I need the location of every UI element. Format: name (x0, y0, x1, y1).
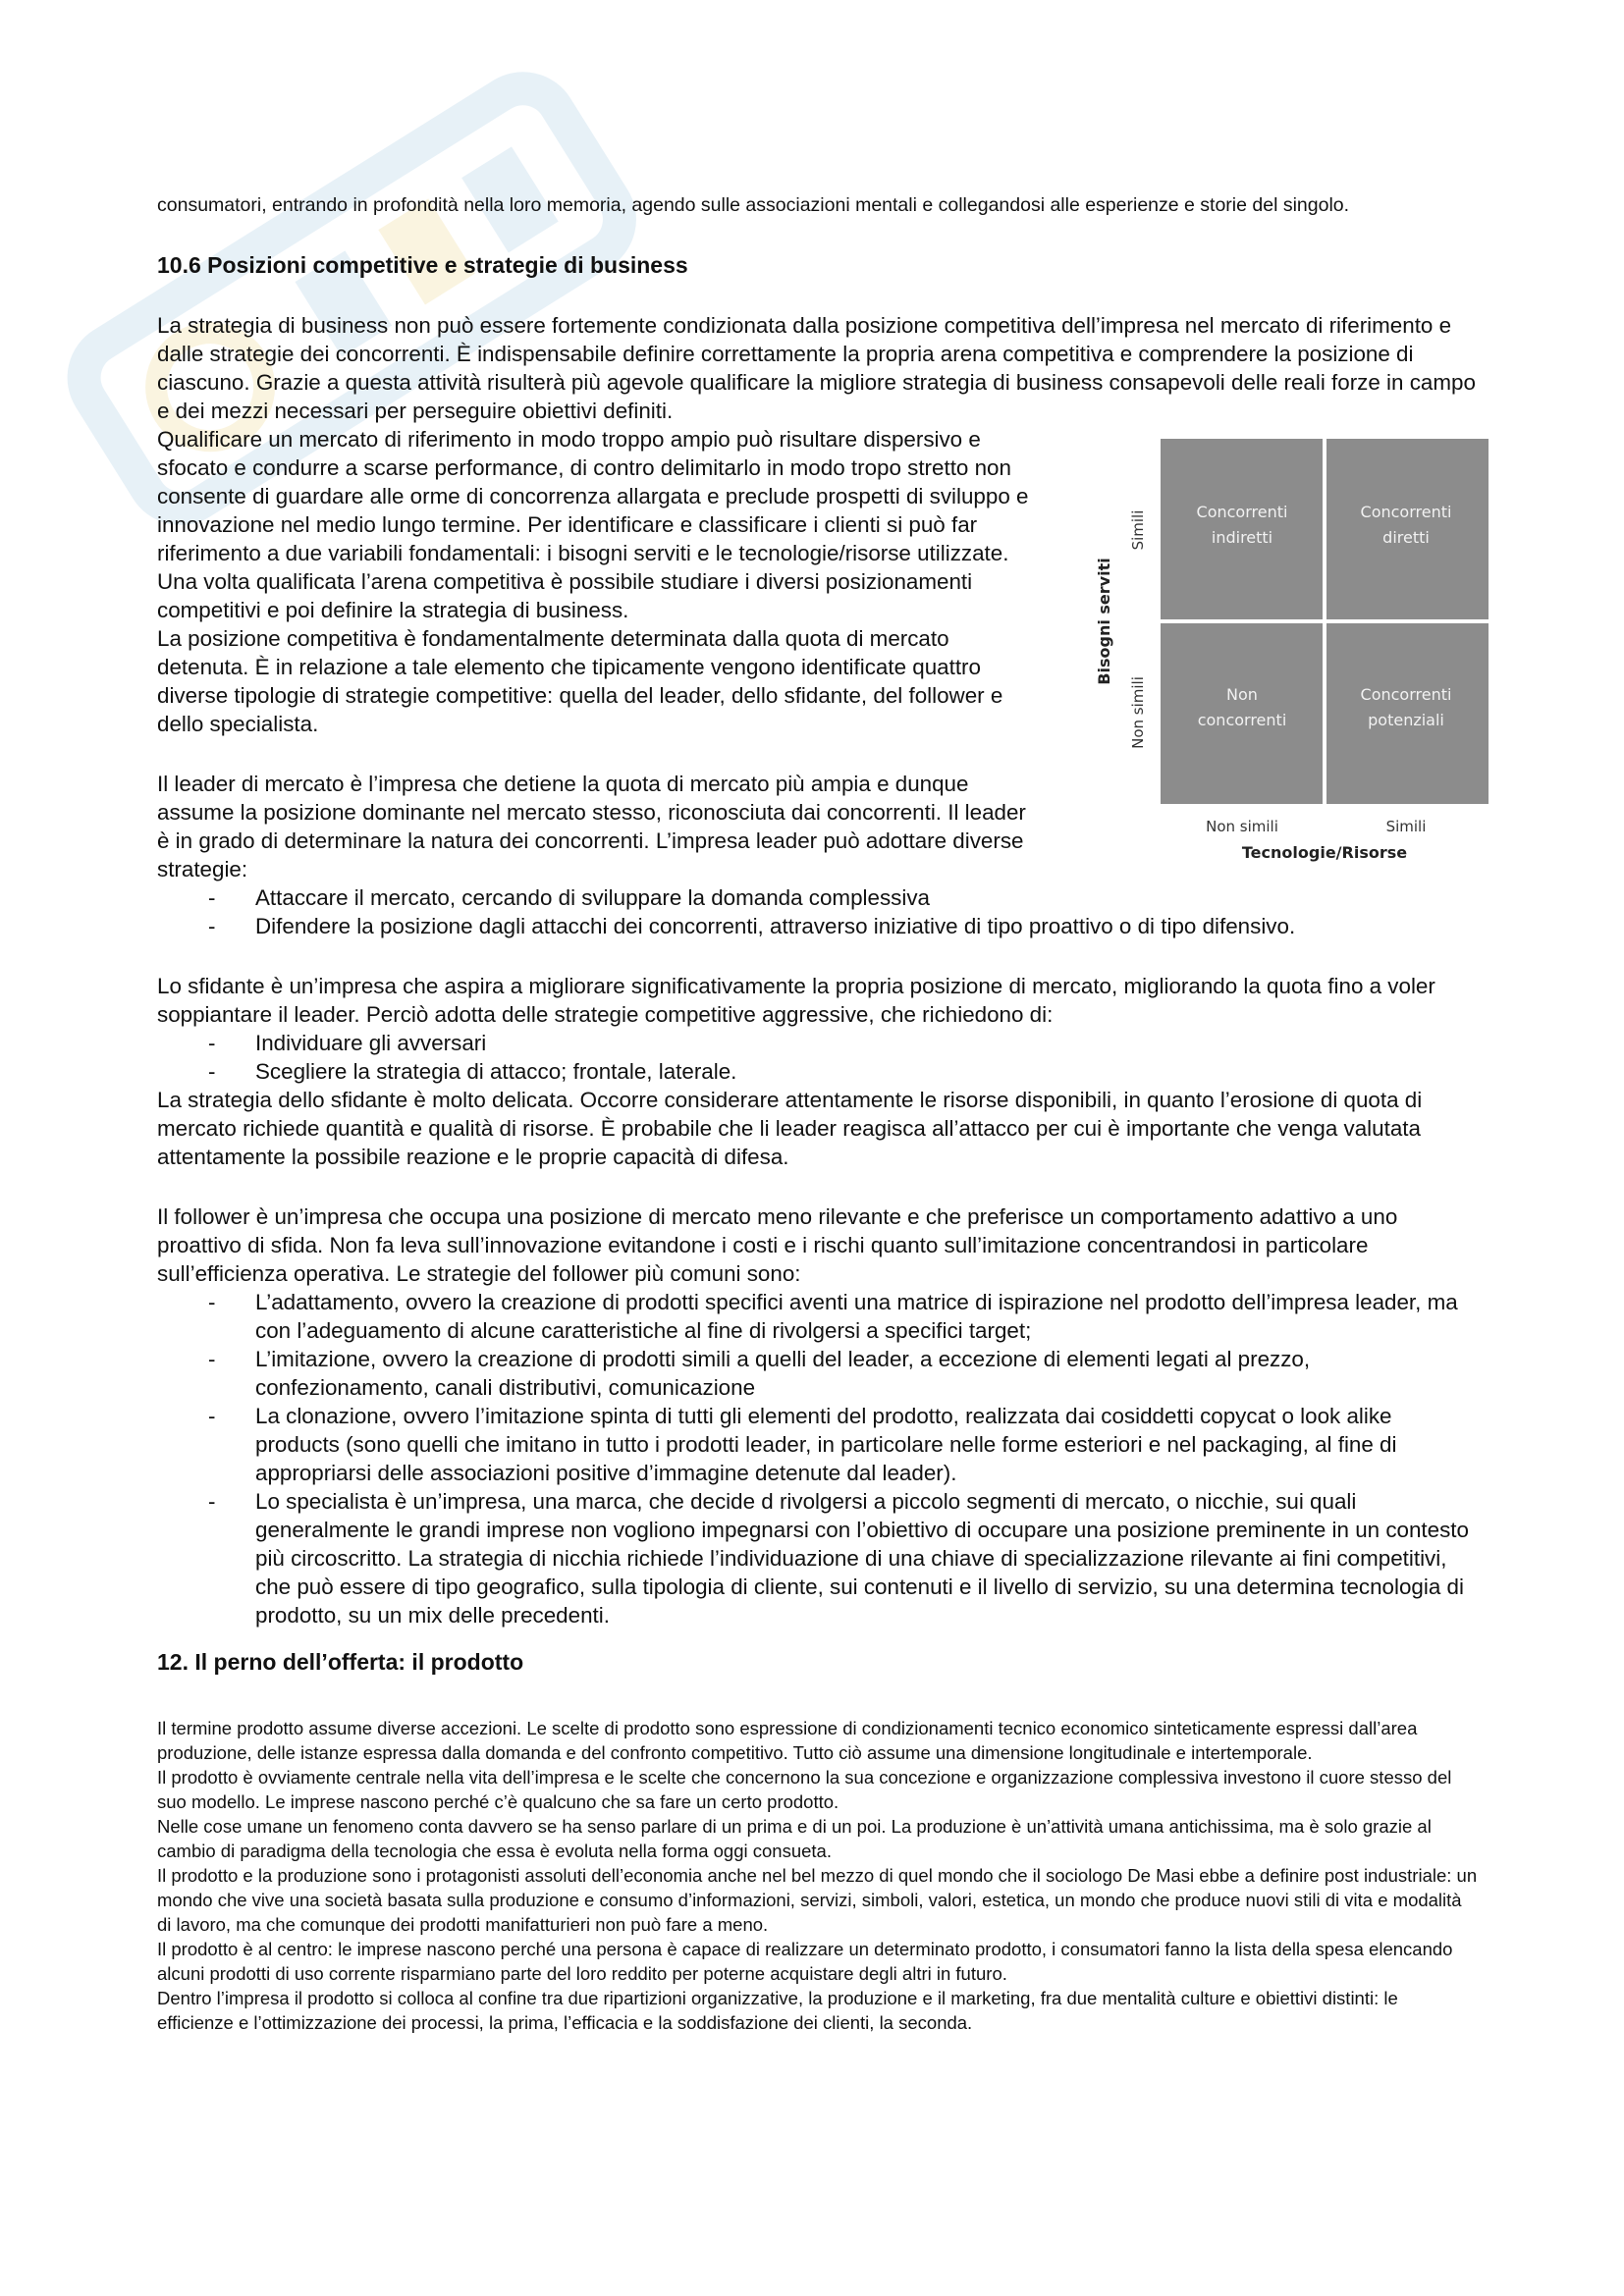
list-item: - La clonazione, ovvero l’imitazione spinta di tutti gli elementi del prodotto, realizzata dai cosiddetti copycat o look alike products (sono quelli che imitano in tutto i prodotti leader, in particolare nelle forme esteriori e nel packaging, al fine di appropriarsi delle associazioni positive d’immagine detenute dal leader). (157, 1402, 1478, 1487)
paragraph-business-strategy: La strategia di business non può essere fortemente condizionata dalla posizione competitiva dell’impresa nel mercato di riferimento e dalle strategie dei concorrenti. È indispensabile definire correttamente la propria arena competitiva e comprendere la posizione di ciascuno. Grazie a questa attività risulterà più agevole qualificare la migliore strategia di business consapevoli delle reali forze in campo e dei mezzi necessari per perseguire obiettivi definiti. (157, 313, 1476, 423)
list-item: - Scegliere la strategia di attacco; frontale, laterale. (157, 1057, 1478, 1086)
product-paragraph: Il prodotto è al centro: le imprese nascono perché una persona è capace di realizzare un determinato prodotto, i consumatori fanno la lista della spesa elencando alcuni prodotti di uso corrente risparmiano parte del loro reddito per poterne acquistare degli altri in futuro. (157, 1939, 1453, 1984)
paragraph-market-definition: Qualificare un mercato di riferimento in modo troppo ampio può risultare dispersivo e sfocato e condurre a scarse performance, di contro delimitarlo in modo tropo stretto non consente di guardare alle orme di concorrenza allargata e preclude prospetti di sviluppo e innovazione nel medio lungo termine. Per identificare e classificare i clienti si può far riferimento a due variabili fondamentali: i bisogni serviti e le tecnologie/risorse utilizzate. (157, 427, 1029, 565)
quadrant-top-right-line1: Concorrenti (1360, 503, 1452, 521)
quadrant-bottom-right-line1: Concorrenti (1360, 685, 1452, 704)
list-item: - Attaccare il mercato, cercando di sviluppare la domanda complessiva (157, 883, 1478, 912)
section-title-10-6: 10.6 Posizioni competitive e strategie di business (157, 252, 688, 278)
paragraph-follower: Il follower è un’impresa che occupa una posizione di mercato meno rilevante e che preferisce un comportamento adattivo a uno proattivo di sfida. Non fa leva sull’innovazione evitandone i costi e i rischi quanto sull’imitazione concentrandosi in particolare sull’efficienza operativa. Le strategie del follower più comuni sono: (157, 1204, 1398, 1286)
x-axis-title: Tecnologie/Risorse (1241, 843, 1408, 862)
quadrant-bottom-left-line1: Non (1226, 685, 1258, 704)
leader-strategy-list (157, 883, 1478, 940)
list-item: - L’imitazione, ovvero la creazione di prodotti simili a quelli del leader, a eccezione di elementi legati al prezzo, confezionamento, canali distributivi, comunicazione (157, 1345, 1478, 1402)
quadrant-top-left-line2: indiretti (1211, 528, 1273, 547)
product-paragraph: Il termine prodotto assume diverse accezioni. Le scelte di prodotto sono espressione di condizionamenti tecnico economico sinteticamente espressi dall’area produzione, delle istanze espressa dalla domanda e del confronto competitivo. Tutto ciò assume una dimensione longitudinale e intertemporale. (157, 1718, 1418, 1763)
y-axis-top-label: Simili (1129, 509, 1147, 551)
competitive-matrix (1060, 431, 1492, 868)
y-axis-title: Bisogni serviti (1095, 558, 1113, 685)
y-axis-bottom-label: Non simili (1129, 676, 1147, 749)
list-item: - L’adattamento, ovvero la creazione di prodotti specifici aventi una matrice di ispirazione nel prodotto dell’impresa leader, ma con l’adeguamento di alcune caratteristiche al fine di rivolgersi a specifici target; (157, 1288, 1478, 1345)
quadrant-bottom-left-line2: concorrenti (1197, 711, 1287, 729)
competitive-matrix-figure (1060, 431, 1492, 868)
x-axis-left-label: Non simili (1206, 818, 1278, 835)
follower-strategy-list (157, 1288, 1478, 1629)
quadrant-bottom-right-line2: potenziali (1368, 711, 1444, 729)
quadrant-top-right-line2: diretti (1382, 528, 1430, 547)
challenger-strategy-list (157, 1029, 1478, 1086)
list-item: - Individuare gli avversari (157, 1029, 1478, 1057)
paragraph-challenger-strategy: La strategia dello sfidante è molto delicata. Occorre considerare attentamente le risorse disponibili, in quanto l’erosione di quota di mercato richiede quantità e qualità di risorse. È probabile che li leader reagisca all’attacco per cui è importante che venga valutata attentamente la possibile reazione e le proprie capacità di difesa. (157, 1088, 1423, 1169)
section-title-12: 12. Il perno dell’offerta: il prodotto (157, 1649, 524, 1675)
paragraph-challenger: Lo sfidante è un’impresa che aspira a migliorare significativamente la propria posizione di mercato, migliorando la quota fino a voler soppiantare il leader. Perciò adotta delle strategie competitive aggressive, che richiedono di: (157, 974, 1435, 1027)
list-item: - Difendere la posizione dagli attacchi dei concorrenti, attraverso iniziative di tipo proattivo o di tipo difensivo. (157, 912, 1478, 940)
paragraph-positioning: Una volta qualificata l’arena competitiva è possibile studiare i diversi posizionamenti competitivi e poi definire la strategia di business. (157, 569, 973, 622)
product-paragraph: Dentro l’impresa il prodotto si colloca al confine tra due ripartizioni organizzative, la produzione e il marketing, fra due mentalità culture e obiettivi distinti: le efficienze e l’ottimizzazione dei processi, la prima, l’efficacia e la soddisfazione dei clienti, la seconda. (157, 1988, 1398, 2033)
product-paragraph: Il prodotto è ovviamente centrale nella vita dell’impresa e le scelte che concernono la sua concezione e organizzazione complessiva investono il cuore stesso del suo modello. Le imprese nascono perché c’è qualcuno che sa fare un certo prodotto. (157, 1767, 1452, 1812)
quadrant-top-left-line1: Concorrenti (1196, 503, 1288, 521)
list-item: - Lo specialista è un’impresa, una marca, che decide d rivolgersi a piccolo segmenti di mercato, o nicchie, sui quali generalmente le grandi imprese non vogliono impegnarsi con l’obiettivo di occupare una posizione preminente in un contesto più circoscritto. La strategia di nicchia richiede l’individuazione di una chiave di specializzazione rilevante ai fini competitivi, che può essere di tipo geografico, sulla tipologia di cliente, sui contenuti e il livello di servizio, su una determina tecnologia di prodotto, su un mix delle precedenti. (157, 1487, 1478, 1629)
document-page (157, 192, 1478, 2035)
product-paragraph: Nelle cose umane un fenomeno conta davvero se ha senso parlare di un prima e di un poi. La produzione è un’attività umana antichissima, ma è solo grazie al cambio di paradigma della tecnologia che essa è evoluta nella forma oggi consueta. (157, 1816, 1432, 1861)
paragraph-leader: Il leader di mercato è l’impresa che detiene la quota di mercato più ampia e dunque assume la posizione dominante nel mercato stesso, riconosciuta dai concorrenti. Il leader è in grado di determinare la natura dei concorrenti. L’impresa leader può adottare diverse strategie: (157, 772, 1026, 881)
intro-fragment: consumatori, entrando in profondità nella loro memoria, agendo sulle associazioni mentali e collegandosi alle esperienze e storie del singolo. (157, 194, 1350, 216)
x-axis-right-label: Simili (1385, 818, 1427, 835)
product-paragraph: Il prodotto e la produzione sono i protagonisti assoluti dell’economia anche nel bel mezzo di quel mondo che il sociologo De Masi ebbe a definire post industriale: un mondo che vive una società basata sulla produzione e consumo d’informazioni, servizi, simboli, valori, estetica, un mondo che produce nuovi stili di vita e modalità di lavoro, ma che comunque dei prodotti manifatturieri non può fare a meno. (157, 1865, 1478, 1935)
paragraph-market-share: La posizione competitiva è fondamentalmente determinata dalla quota di mercato detenuta. È in relazione a tale elemento che tipicamente vengono identificate quattro diverse tipologie di strategie competitive: quella del leader, dello sfidante, del follower e dello specialista. (157, 626, 1003, 736)
